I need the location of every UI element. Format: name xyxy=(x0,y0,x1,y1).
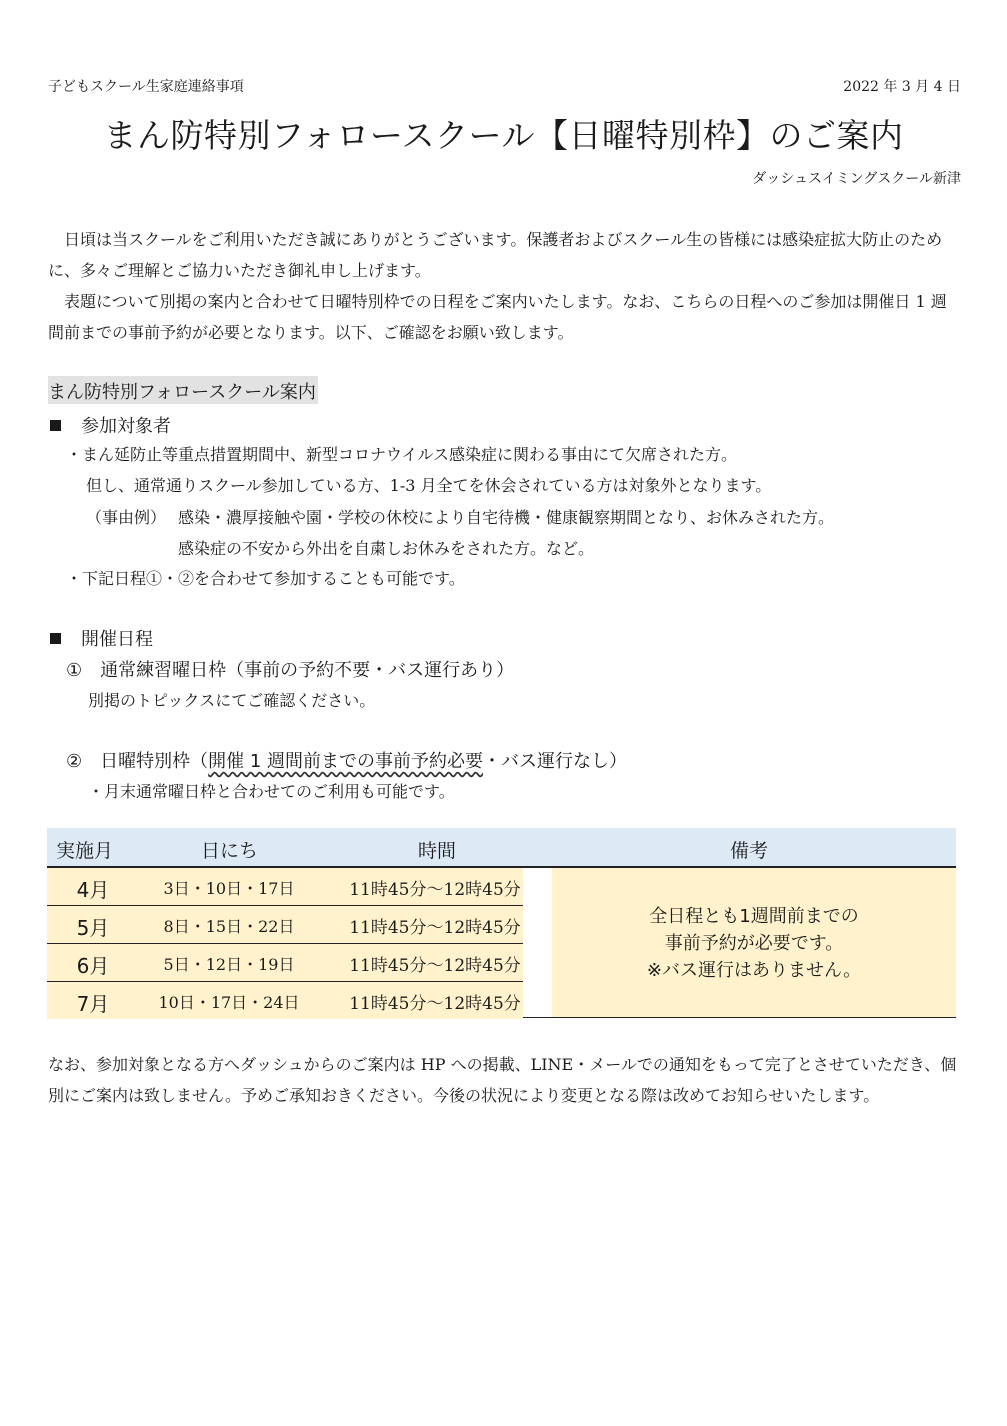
closing-paragraph: なお、参加対象となる方へダッシュからのご案内は HP への掲載、LINE・メールでの通知をもって完了とさせていただき、個別にご案内は致しません。予めご承知おきください。今後の状況により変更となる際は改めてお知らせいたします。 xyxy=(48,1055,957,1105)
cell-time: 11時45分～12時45分 xyxy=(349,994,521,1014)
example-line-1: 感染・濃厚接触や園・学校の休校により自宅待機・健康観察期間となり、お休みされた方。 xyxy=(178,508,835,527)
eligibility-line-3: ・下記日程①・②を合わせて参加することも可能です。 xyxy=(66,569,465,588)
intro-paragraph-2: 表題について別掲の案内と合わせて日曜特別枠での日程をご案内いたします。なお、こちらの日程へのご参加は開催日 1 週間前までの事前予約が必要となります。以下、ご確認をお願い致します。 xyxy=(48,292,947,342)
section-title: まん防特別フォロースクール案内 xyxy=(48,376,318,404)
eligibility-line-2: 但し、通常通りスクール参加している方、1-3 月全てを休会されている方は対象外となります。 xyxy=(86,476,772,495)
column-header-remarks: 備考 xyxy=(730,840,769,862)
table-row xyxy=(47,982,523,1019)
schedule-item-1-note: 別掲のトピックスにてご確認ください。 xyxy=(88,691,376,710)
schedule-item-2-title xyxy=(66,747,627,773)
cell-dates: 3日・10日・17日 xyxy=(163,879,295,898)
document-category: 子どもスクール生家庭連絡事項 xyxy=(48,79,244,95)
column-header-time: 時間 xyxy=(418,840,457,862)
remarks-text xyxy=(552,903,956,984)
schedule-item-1-title: ① 通常練習曜日枠（事前の予約不要・バス運行あり） xyxy=(66,660,515,681)
item-2-underlined: 開催 1 週間前までの事前予約必要 xyxy=(208,751,484,772)
eligibility-heading xyxy=(50,412,171,438)
schedule-heading xyxy=(50,625,153,651)
item-2-prefix: ② 日曜特別枠（ xyxy=(66,751,209,772)
column-header-month: 実施月 xyxy=(56,840,114,862)
table-row xyxy=(47,868,523,906)
column-header-dates: 日にち xyxy=(201,840,259,862)
square-bullet-icon xyxy=(50,420,61,431)
square-bullet-icon xyxy=(50,633,61,644)
example-line-2: 感染症の不安から外出を自粛しお休みをされた方。など。 xyxy=(178,539,595,558)
eligibility-heading-text: 参加対象者 xyxy=(81,416,171,437)
intro-paragraph-1: 日頃は当スクールをご利用いただき誠にありがとうございます。保護者およびスクール生の皆様には感染症拡大防止のために、多々ご理解とご協力いただき御礼申し上げます。 xyxy=(48,230,943,280)
remark-line-2: 事前予約が必要です。 xyxy=(664,933,844,954)
table-header-row xyxy=(47,828,956,868)
schedule-item-2-note: ・月末通常曜日枠と合わせてのご利用も可能です。 xyxy=(88,782,455,801)
table-row xyxy=(47,906,523,944)
cell-dates: 5日・12日・19日 xyxy=(163,955,295,974)
cell-dates: 8日・15日・22日 xyxy=(163,917,295,936)
item-2-suffix: ・バス運行なし） xyxy=(483,751,628,772)
example-label: （事由例） xyxy=(86,508,167,527)
organization-name: ダッシュスイミングスクール新津 xyxy=(752,171,961,187)
cell-month: 7月 xyxy=(76,992,110,1016)
cell-time: 11時45分～12時45分 xyxy=(349,956,521,976)
cell-time: 11時45分～12時45分 xyxy=(349,918,521,938)
cell-dates: 10日・17日・24日 xyxy=(158,993,300,1012)
cell-month: 5月 xyxy=(76,916,110,940)
eligibility-line-1: ・まん延防止等重点措置期間中、新型コロナウイルス感染症に関わる事由にて欠席された方。 xyxy=(66,445,738,464)
page-title: まん防特別フォロースクール【日曜特別枠】のご案内 xyxy=(103,116,904,155)
cell-month: 4月 xyxy=(76,878,110,902)
remark-line-3: ※バス運行はありません。 xyxy=(646,960,862,981)
cell-time: 11時45分～12時45分 xyxy=(349,880,521,900)
document-date: 2022 年 3 月 4 日 xyxy=(843,79,961,95)
cell-month: 6月 xyxy=(76,954,110,978)
table-row xyxy=(47,944,523,982)
remark-line-1: 全日程とも1週間前までの xyxy=(649,906,859,927)
schedule-heading-text: 開催日程 xyxy=(81,629,153,650)
